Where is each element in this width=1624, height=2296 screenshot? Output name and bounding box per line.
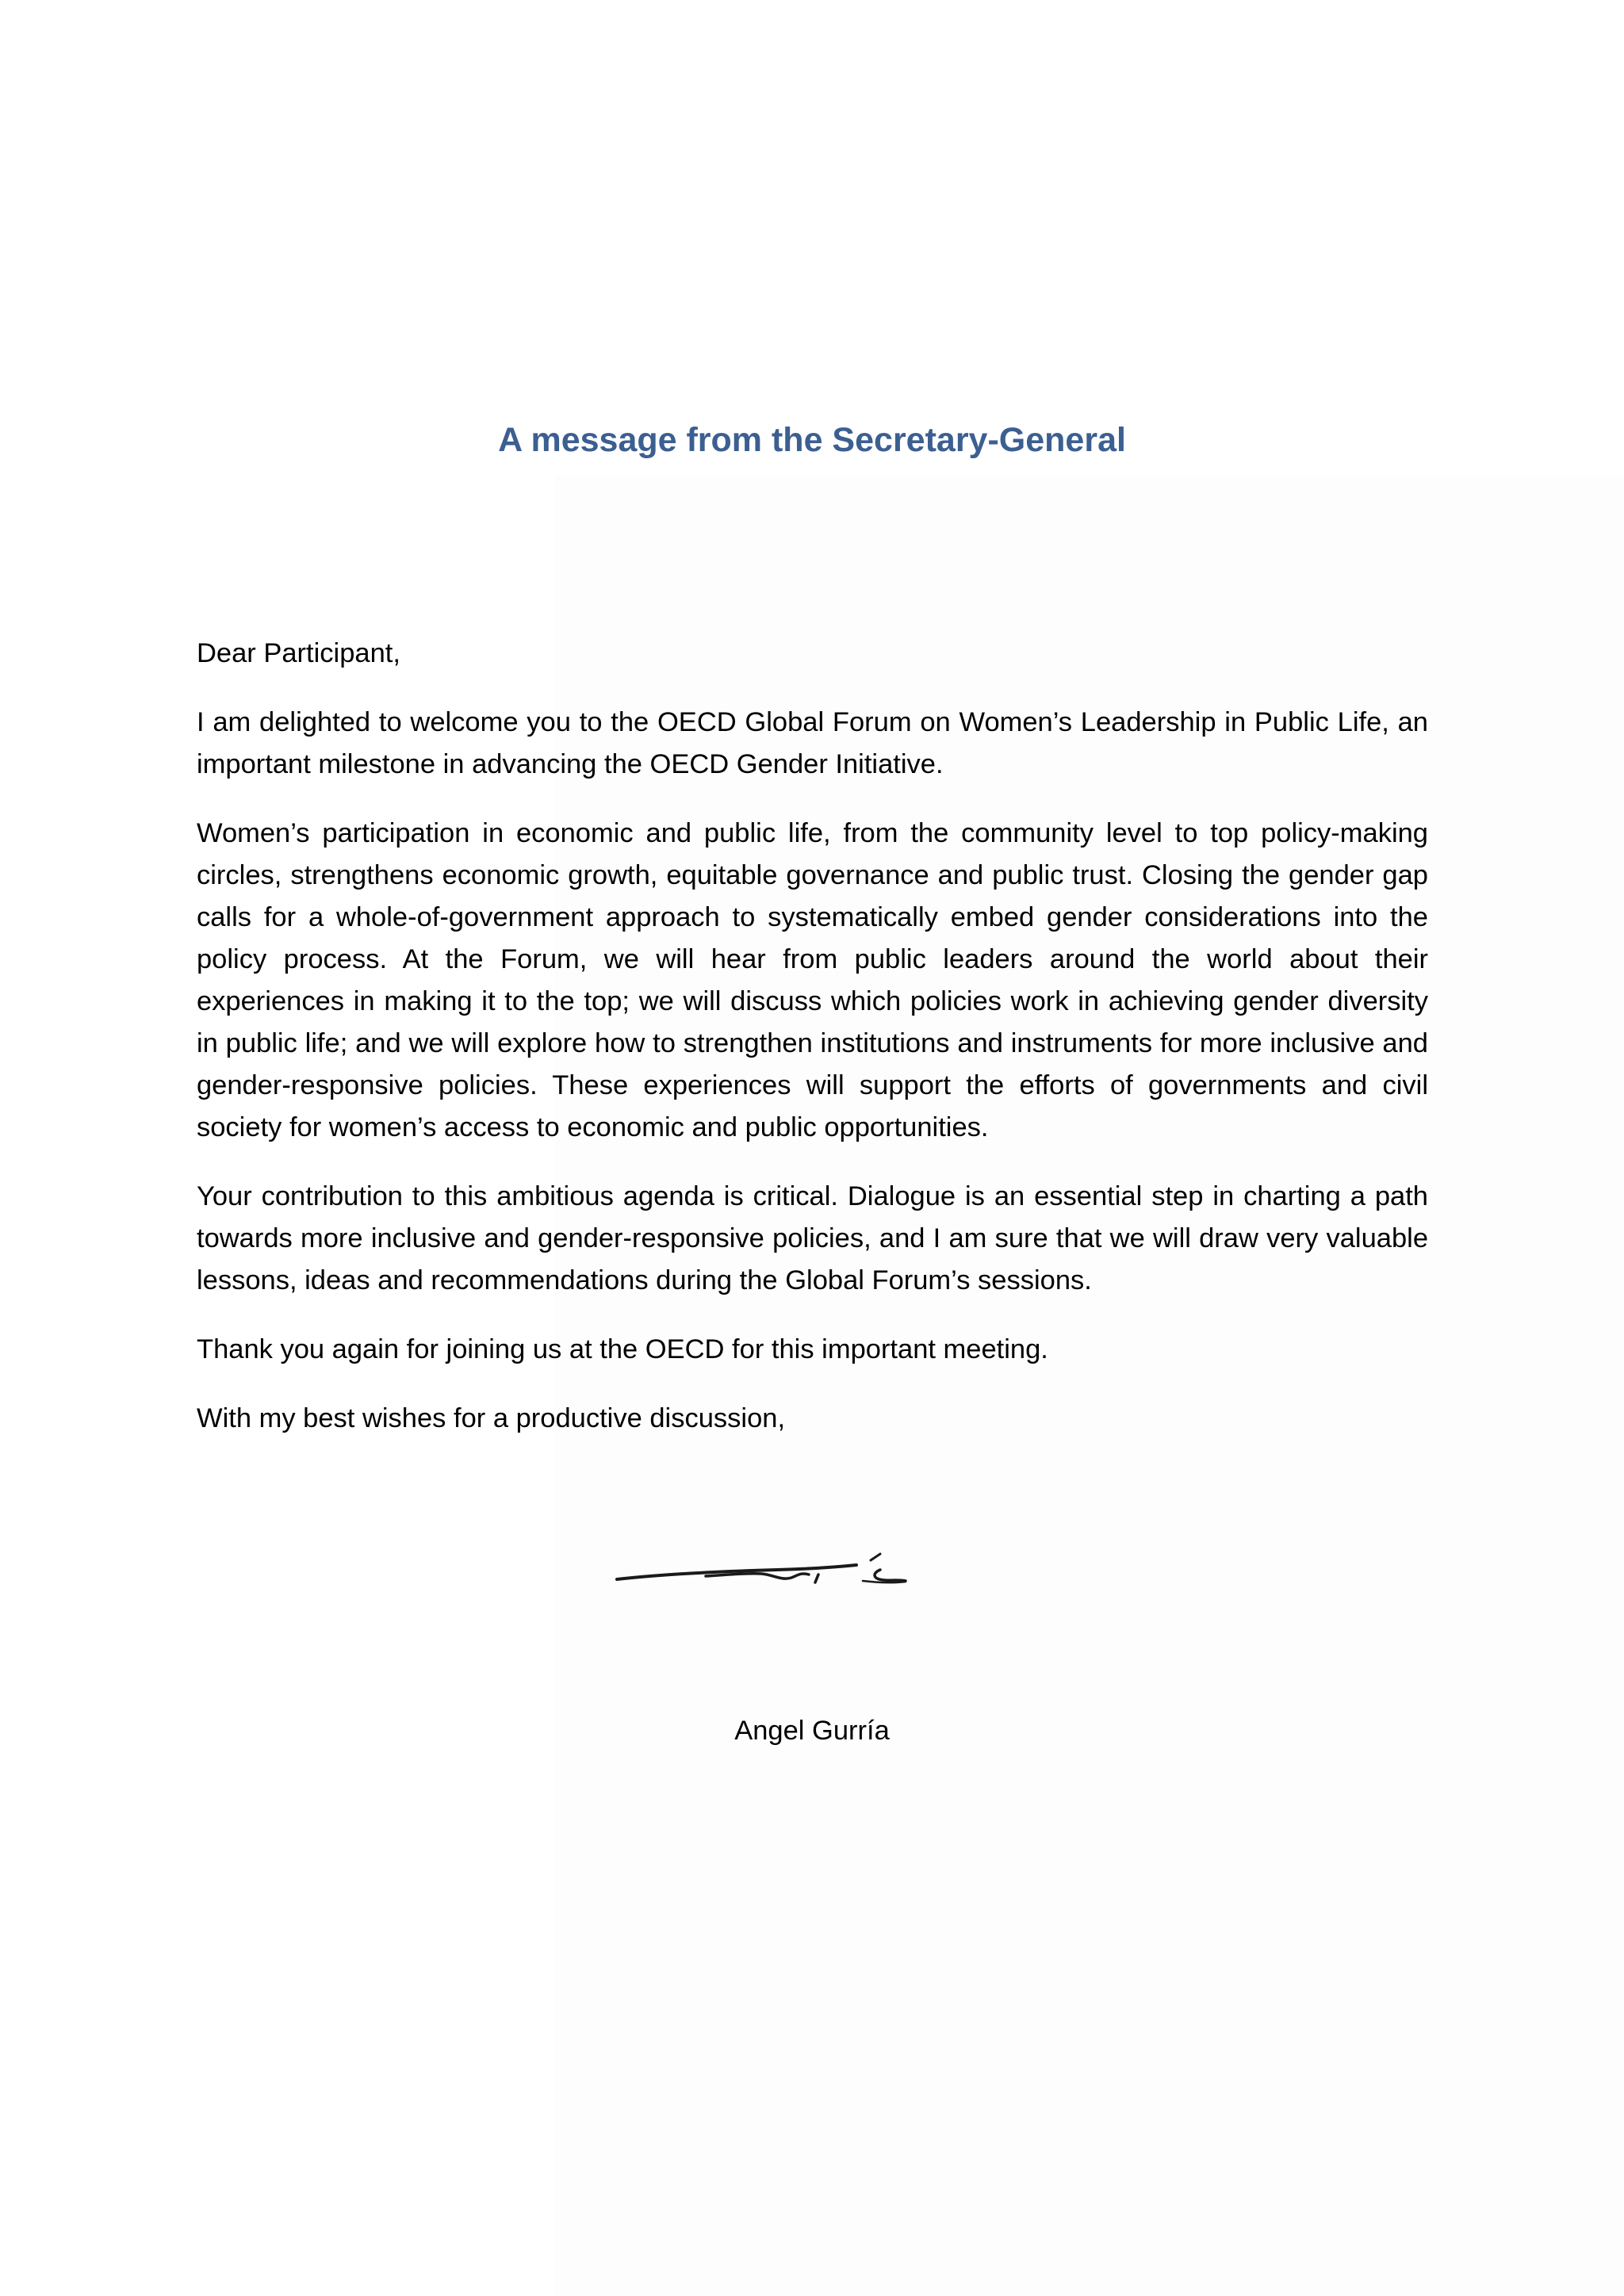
letter-body [197,633,1428,1467]
signer-name: Angel Gurría [734,1716,890,1746]
page-title: A message from the Secretary-General [498,421,1126,459]
paragraph-contribution: Your contribution to this ambitious agenda is critical. Dialogue is an essential step in charting a path towards more inclusive and gender-responsive policies, and I am sure that we will draw very valuable lessons, ideas and recommendations during the Global Forum’s sessions. [197,1181,1428,1295]
closing-line: With my best wishes for a productive discussion, [197,1403,786,1433]
paragraph-thanks: Thank you again for joining us at the OECD for this important meeting. [197,1334,1048,1364]
paragraph-welcome: I am delighted to welcome you to the OECD Global Forum on Women’s Leadership in Public Life, an important milestone in advancing the OECD Gender Initiative. [197,707,1428,779]
paragraph-participation: Women’s participation in economic and public life, from the community level to top policy-making circles, strengthens economic growth, equitable governance and public trust. Closing the gender gap calls for a whole-of-government approach to systematically embed gender considerations into the policy process. At the Forum, we will hear from public leaders around the world about their experiences in making it to the top; we will discuss which policies work in achieving gender diversity in public life; and we will explore how to strengthen institutions and instruments for more inclusive and gender-responsive policies. These experiences will support the efforts of governments and civil society for women’s access to economic and public opportunities. [197,818,1428,1142]
salutation: Dear Participant, [197,638,400,668]
signature-image [611,1546,928,1594]
